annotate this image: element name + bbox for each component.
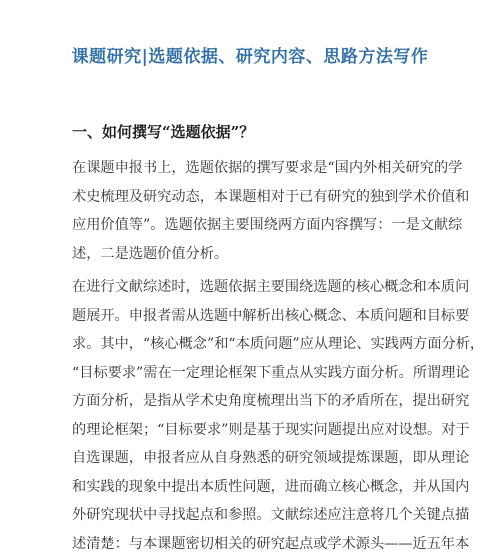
document-title: 课题研究|选题依据、研究内容、思路方法写作 xyxy=(0,42,500,67)
paragraph-line: 题展开。申报者需从选题中解析出核心概念、本质问题和目标要 xyxy=(72,302,432,331)
paragraph-line: 应用价值等”。选题依据主要围绕两方面内容撰写：一是文献综 xyxy=(72,211,432,240)
paragraph-line: 和实践的现象中提出本质性问题，进而确立核心概念，并从国内 xyxy=(72,473,432,502)
paragraph-line: 求。其中，“核心概念”和“本质问题”应从理论、实践两方面分析， xyxy=(72,330,432,359)
paragraph-line: 自选课题，申报者应从自身熟悉的研究领域提炼课题，即从理论 xyxy=(72,444,432,473)
section-heading: 一、如何撰写“选题依据”？ xyxy=(72,121,254,142)
paragraph-line: 在进行文献综述时，选题依据主要围绕选题的核心概念和本质问 xyxy=(72,273,432,302)
paragraph-line: 方面分析，是指从学术史角度梳理出当下的矛盾所在，提出研究 xyxy=(72,387,432,416)
paragraph-line: 述清楚：与本课题密切相关的研究起点或学术源头——近五年本 xyxy=(72,530,432,558)
paragraph-literature-review xyxy=(72,273,432,558)
paragraph-line: 的理论框架；“目标要求”则是基于现实问题提出应对设想。对于 xyxy=(72,416,432,445)
paragraph-line: “目标要求”需在一定理论框架下重点从实践方面分析。所谓理论 xyxy=(72,359,432,388)
paragraph-line: 外研究现状中寻找起点和参照。文献综述应注意将几个关键点描 xyxy=(72,501,432,530)
paragraph-line: 术史梳理及研究动态，本课题相对于已有研究的独到学术价值和 xyxy=(72,183,432,212)
paragraph-selection-basis xyxy=(72,154,432,268)
paragraph-line: 述，二是选题价值分析。 xyxy=(72,240,432,269)
paragraph-line: 在课题申报书上，选题依据的撰写要求是“国内外相关研究的学 xyxy=(72,154,432,183)
